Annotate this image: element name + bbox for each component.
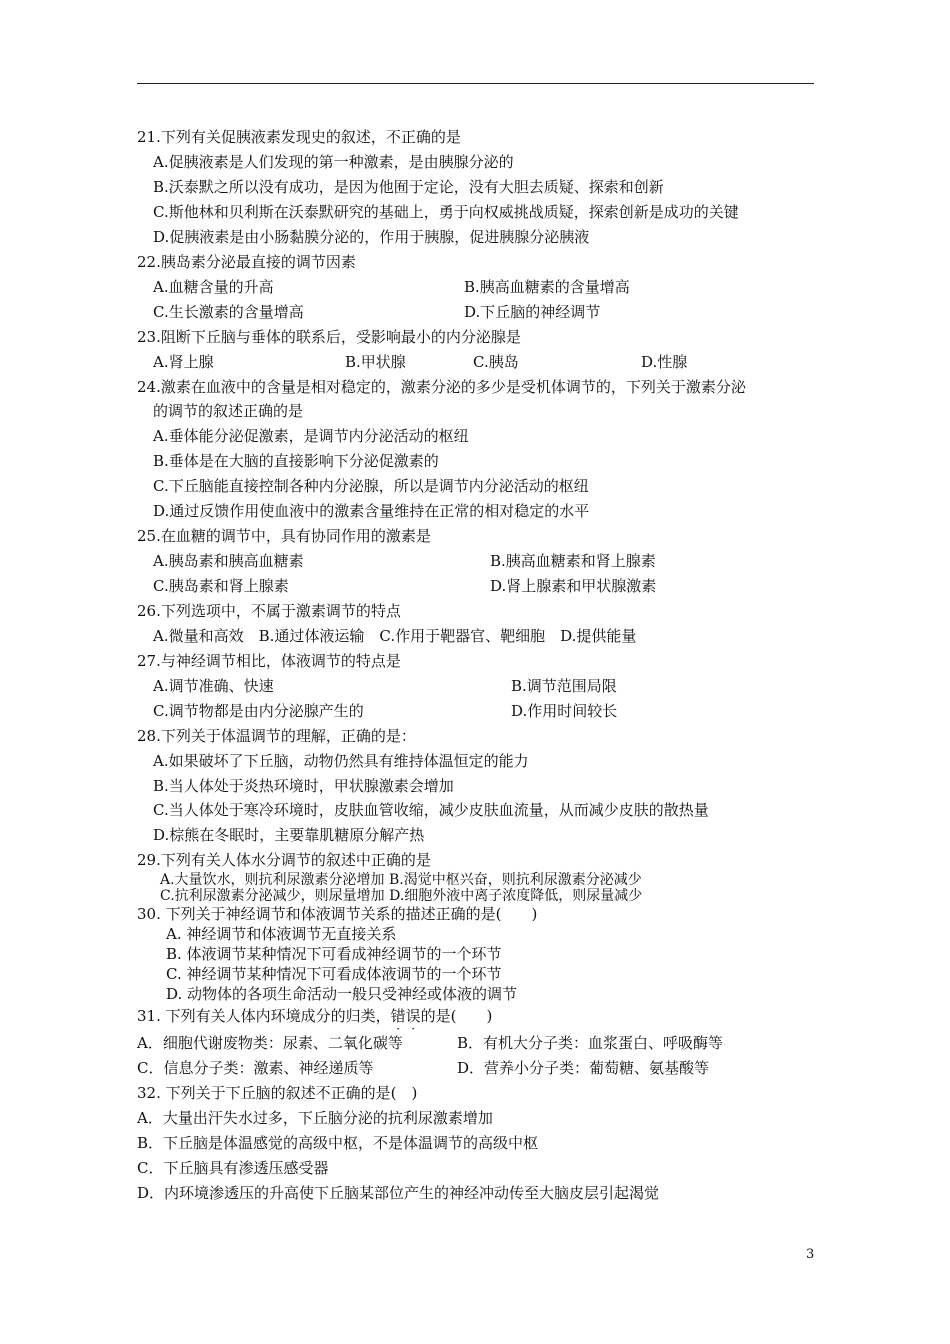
q32-option-d: D．内环境渗透压的升高使下丘脑某部位产生的神经冲动传至大脑皮层引起渴觉 xyxy=(137,1184,660,1202)
q25-stem: 25.在血糖的调节中，具有协同作用的激素是 xyxy=(137,527,431,545)
q24-stem-line1: 24.激素在血液中的含量是相对稳定的，激素分泌的多少是受机体调节的，下列关于激素分泌 xyxy=(137,378,746,396)
q21-option-a: A.促胰液素是人们发现的第一种激素，是由胰腺分泌的 xyxy=(153,153,514,171)
q25-option-a: A.胰岛素和胰高血糖素 xyxy=(153,552,304,570)
q21-option-c: C.斯他林和贝利斯在沃泰默研究的基础上，勇于向权威挑战质疑，探索创新是成功的关键 xyxy=(153,203,739,221)
q31-stem-post: 的是( ) xyxy=(420,1007,493,1025)
q23-option-a: A.肾上腺 xyxy=(153,353,214,371)
q21-option-b: B.沃泰默之所以没有成功，是因为他囿于定论，没有大胆去质疑、探索和创新 xyxy=(153,178,664,196)
q31-stem-emphasis-1: 错 xyxy=(390,1007,406,1025)
q26-options: A.微量和高效 B.通过体液运输 C.作用于靶器官、靶细胞 D.提供能量 xyxy=(153,627,637,645)
q22-option-b: B.胰高血糖素的含量增高 xyxy=(464,278,630,296)
q27-option-d: D.作用时间较长 xyxy=(511,702,618,720)
q23-stem: 23.阻断下丘脑与垂体的联系后，受影响最小的内分泌腺是 xyxy=(137,328,521,346)
q28-stem: 28.下列关于体温调节的理解，正确的是： xyxy=(137,727,416,745)
header-rule xyxy=(137,83,814,84)
q27-option-b: B.调节范围局限 xyxy=(511,677,617,695)
q22-option-c: C.生长激素的含量增高 xyxy=(153,303,304,321)
q23-option-c: C.胰岛 xyxy=(473,353,519,371)
q27-option-a: A.调节准确、快速 xyxy=(153,677,274,695)
q29-options-ab: A.大量饮水，则抗利尿激素分泌增加 B.渴觉中枢兴奋，则抗利尿激素分泌减少 xyxy=(160,872,642,888)
q32-option-a: A．大量出汗失水过多，下丘脑分泌的抗利尿激素增加 xyxy=(137,1109,493,1127)
q25-option-c: C.胰岛素和肾上腺素 xyxy=(153,577,289,595)
q23-option-b: B.甲状腺 xyxy=(345,353,406,371)
q30-stem: 30. 下列关于神经调节和体液调节关系的描述正确的是( ) xyxy=(137,905,538,923)
q24-stem-line2: 的调节的叙述正确的是 xyxy=(153,402,304,420)
q21-option-d: D.促胰液素是由小肠黏膜分泌的，作用于胰腺，促进胰腺分泌胰液 xyxy=(153,228,590,246)
q25-option-b: B.胰高血糖素和肾上腺素 xyxy=(490,552,656,570)
q27-stem: 27.与神经调节相比，体液调节的特点是 xyxy=(137,652,401,670)
q24-option-c: C.下丘脑能直接控制各种内分泌腺，所以是调节内分泌活动的枢纽 xyxy=(153,477,589,495)
q30-option-d: D. 动物体的各项生命活动一般只受神经或体液的调节 xyxy=(166,985,518,1003)
q24-option-b: B.垂体是在大脑的直接影响下分泌促激素的 xyxy=(153,452,439,470)
q26-stem: 26.下列选项中，不属于激素调节的特点 xyxy=(137,602,401,620)
q27-option-c: C.调节物都是由内分泌腺产生的 xyxy=(153,702,364,720)
q30-option-b: B. 体液调节某种情况下可看成神经调节的一个环节 xyxy=(166,945,502,963)
q31-option-d: D．营养小分子类：葡萄糖、氨基酸等 xyxy=(457,1059,710,1077)
q21-stem: 21.下列有关促胰液素发现史的叙述，不正确的是 xyxy=(137,128,461,146)
q31-option-b: B．有机大分子类：血浆蛋白、呼吸酶等 xyxy=(457,1034,724,1052)
q31-stem-emphasis-2: 误 xyxy=(405,1007,421,1025)
q29-stem: 29.下列有关人体水分调节的叙述中正确的是 xyxy=(137,851,431,869)
q32-stem: 32. 下列关于下丘脑的叙述不正确的是( ) xyxy=(137,1084,418,1102)
q22-stem: 22.胰岛素分泌最直接的调节因素 xyxy=(137,253,356,271)
q24-option-d: D.通过反馈作用使血液中的激素含量维持在正常的相对稳定的水平 xyxy=(153,502,590,520)
q30-option-a: A. 神经调节和体液调节无直接关系 xyxy=(166,925,397,943)
q32-option-c: C．下丘脑具有渗透压感受器 xyxy=(137,1159,329,1177)
q22-option-a: A.血糖含量的升高 xyxy=(153,278,274,296)
q32-option-b: B．下丘脑是体温感觉的高级中枢，不是体温调节的高级中枢 xyxy=(137,1134,539,1152)
q30-option-c: C. 神经调节某种情况下可看成体液调节的一个环节 xyxy=(166,965,502,983)
q31-option-a: A．细胞代谢废物类：尿素、二氧化碳等 xyxy=(137,1034,403,1052)
q29-options-cd: C.抗利尿激素分泌减少，则尿量增加 D.细胞外液中离子浓度降低，则尿量减少 xyxy=(160,888,643,904)
q22-option-d: D.下丘脑的神经调节 xyxy=(464,303,601,321)
q25-option-d: D.肾上腺素和甲状腺激素 xyxy=(490,577,657,595)
q31-stem xyxy=(137,1006,492,1026)
q28-option-b: B.当人体处于炎热环境时，甲状腺激素会增加 xyxy=(153,777,454,795)
q23-option-d: D.性腺 xyxy=(641,353,688,371)
page-number: 3 xyxy=(806,1247,815,1262)
q28-option-d: D.棕熊在冬眠时，主要靠肌糖原分解产热 xyxy=(153,826,425,844)
q28-option-a: A.如果破坏了下丘脑，动物仍然具有维持体温恒定的能力 xyxy=(153,752,529,770)
q31-stem-pre: 31. 下列有关人体内环境成分的归类， xyxy=(137,1007,391,1025)
q31-option-c: C．信息分子类：激素、神经递质等 xyxy=(137,1059,374,1077)
q24-option-a: A.垂体能分泌促激素，是调节内分泌活动的枢纽 xyxy=(153,427,469,445)
q28-option-c: C.当人体处于寒冷环境时，皮肤血管收缩，减少皮肤血流量，从而减少皮肤的散热量 xyxy=(153,801,709,819)
